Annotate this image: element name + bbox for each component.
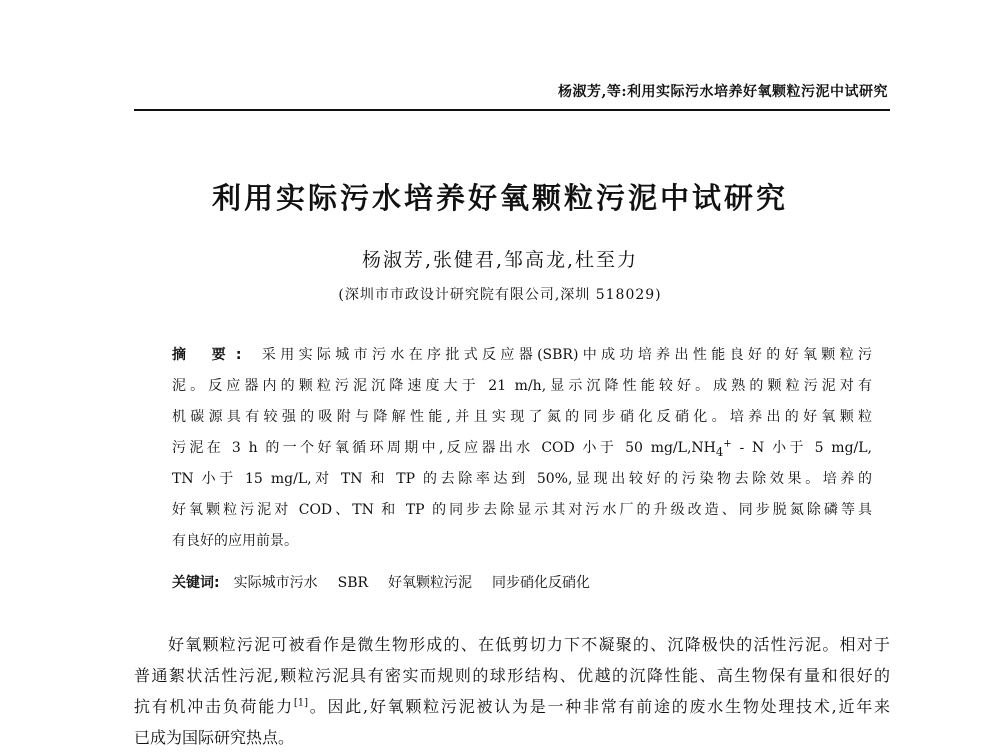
nh4-subscript: 4 <box>715 444 724 459</box>
abstract-line <box>172 340 872 371</box>
keyword-item: 同步硝化反硝化 <box>492 575 591 591</box>
article-authors: 杨淑芳,张健君,邹高龙,杜至力 <box>361 249 639 271</box>
body-text: 抗有机冲击负荷能力 <box>134 697 294 716</box>
body-line: 普通絮状活性污泥,颗粒污泥具有密实而规则的球形结构、优越的沉降性能、高生物保有量和很好的 <box>134 666 890 685</box>
abstract-line: TN 小于 15 mg/L,对 TN 和 TP 的去除率达到 50%,显现出较好的污染物去除效果。培养的 <box>172 471 872 487</box>
abstract-line: 好氧颗粒污泥对 COD、TN 和 TP 的同步去除显示其对污水厂的升级改造、同步脱氮除磷等具 <box>172 502 872 518</box>
header-rule <box>134 109 890 111</box>
keywords-label: 关键词: <box>172 575 220 591</box>
abstract-text: 采用实际城市污水在序批式反应器(SBR)中成功培养出性能良好的好氧颗粒污 <box>257 347 873 363</box>
abstract-text: 污泥在 3 h 的一个好氧循环周期中,反应器出水 COD 小于 50 mg/L,NH <box>172 440 716 456</box>
body-line: 已成为国际研究热点。 <box>134 728 295 747</box>
abstract-line: 有良好的应用前景。 <box>172 533 298 549</box>
article-affiliation: (深圳市市政设计研究院有限公司,深圳 518029) <box>338 287 662 303</box>
abstract-text: - N 小于 5 mg/L, <box>731 440 872 456</box>
body-line: 好氧颗粒污泥可被看作是微生物形成的、在低剪切力下不凝聚的、沉降极快的活性污泥。相对于 <box>168 635 890 654</box>
abstract-line <box>172 433 872 464</box>
keyword-item: 实际城市污水 <box>233 575 318 591</box>
nh4-superscript: + <box>723 438 732 450</box>
keywords-line <box>172 568 610 598</box>
citation-ref: [1] <box>293 697 309 709</box>
abstract-label: 摘 要: <box>172 347 248 363</box>
abstract-line: 机碳源具有较强的吸附与降解性能,并且实现了氮的同步硝化反硝化。培养出的好氧颗粒 <box>172 409 872 425</box>
keyword-item: 好氧颗粒污泥 <box>388 575 473 591</box>
body-line <box>134 691 890 722</box>
abstract-block <box>172 340 872 557</box>
running-header: 杨淑芳,等:利用实际污水培养好氧颗粒污泥中试研究 <box>557 84 888 100</box>
body-paragraph <box>134 629 890 753</box>
body-text: 。因此,好氧颗粒污泥被认为是一种非常有前途的废水生物处理技术,近年来 <box>308 697 890 716</box>
abstract-line: 泥。反应器内的颗粒污泥沉降速度大于 21 m/h,显示沉降性能较好。成熟的颗粒污泥对有 <box>172 378 872 394</box>
article-title: 利用实际污水培养好氧颗粒污泥中试研究 <box>211 181 788 215</box>
keyword-item: SBR <box>337 575 369 591</box>
